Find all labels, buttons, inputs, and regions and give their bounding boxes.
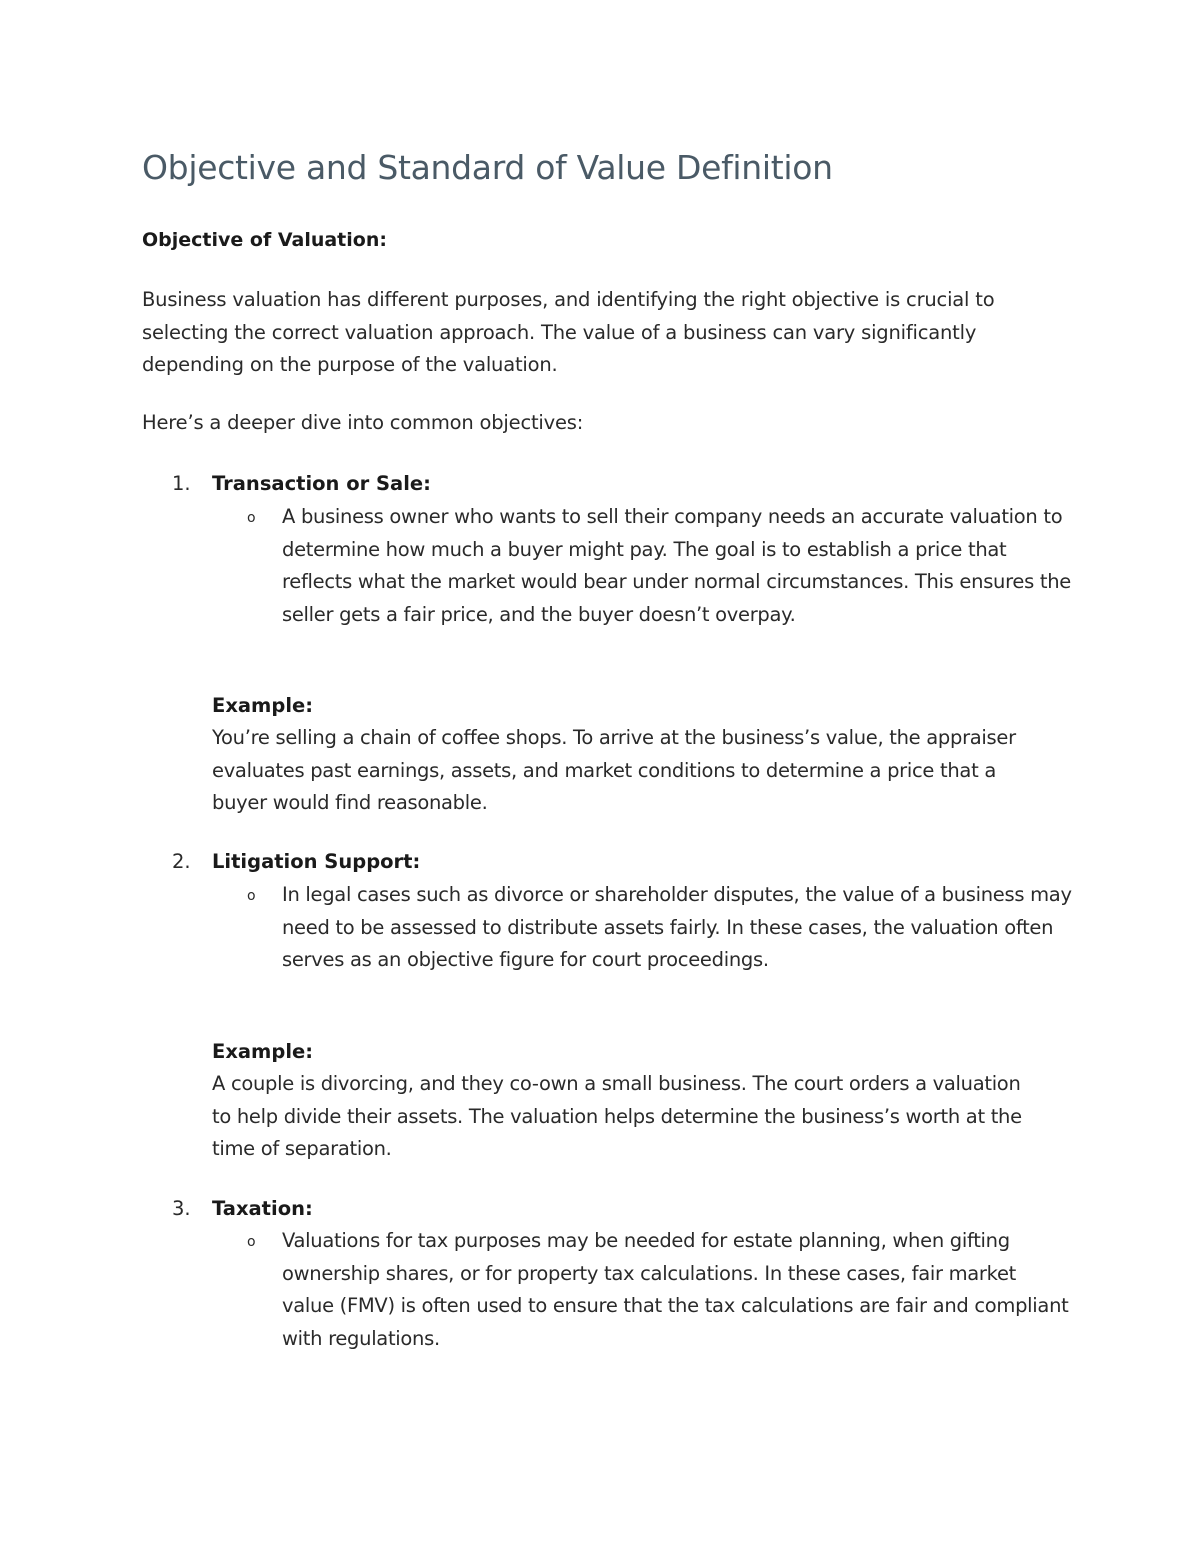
hollow-bullet-icon: o: [247, 510, 256, 526]
lead-in-paragraph: Here’s a deeper dive into common objectives:: [142, 411, 584, 434]
bullet-text: In legal cases such as divorce or shareholder disputes, the value of a business may need to be assessed to distribute assets fairly. In these cases, the valuation often serves as an objective figure for court proceedings.: [282, 883, 1072, 971]
list-item-heading: Taxation:: [212, 1197, 313, 1220]
page-title: Objective and Standard of Value Definition: [142, 148, 833, 187]
example-label: Example:: [212, 1040, 314, 1063]
list-item-heading: Litigation Support:: [212, 850, 421, 873]
list-number: 2.: [172, 850, 191, 873]
list-number: 3.: [172, 1197, 191, 1220]
list-item-heading: Transaction or Sale:: [212, 472, 431, 495]
hollow-bullet-icon: o: [247, 888, 256, 904]
list-number: 1.: [172, 472, 191, 495]
bullet-text: A business owner who wants to sell their company needs an accurate valuation to determine how much a buyer might pay. The goal is to establish a price that reflects what the market would bear under normal circumstances. This ensures the seller gets a fair price, and the buyer doesn’t overpay.: [282, 505, 1071, 626]
section-subheading: Objective of Valuation:: [142, 229, 387, 251]
example-label: Example:: [212, 694, 314, 717]
example-text: A couple is divorcing, and they co-own a small business. The court orders a valuation to help divide their assets. The valuation helps determine the business’s worth at the time of separation.: [212, 1072, 1022, 1160]
bullet-text: Valuations for tax purposes may be needed for estate planning, when gifting ownership shares, or for property tax calculations. In these cases, fair market value (FMV) is often used to ensure that the tax calculations are fair and compliant with regulations.: [282, 1229, 1069, 1350]
example-text: You’re selling a chain of coffee shops. To arrive at the business’s value, the appraiser evaluates past earnings, assets, and market conditions to determine a price that a buyer would find reasonable.: [212, 726, 1016, 814]
intro-paragraph: Business valuation has different purposes, and identifying the right objective is crucial to selecting the correct valuation approach. The value of a business can vary significantly depending on the purpose of the valuation.: [142, 288, 995, 376]
hollow-bullet-icon: o: [247, 1234, 256, 1250]
